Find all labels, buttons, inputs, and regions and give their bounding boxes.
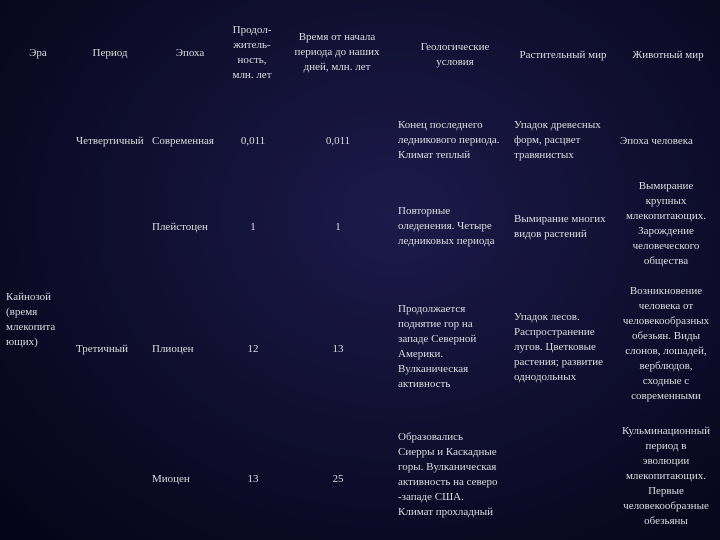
row-fauna: Возникновение человека от человекообразных обезьян. Виды слонов, лошадей, верблюдов, сходные с современными xyxy=(622,285,710,402)
row-duration: 0,011 xyxy=(240,135,266,147)
row-epoch: Миоцен xyxy=(152,473,190,485)
row-geology: Образовались Сиерры и Каскадные горы. Вулканическая активность на северо -западе США. Климат прохладный xyxy=(398,431,498,518)
row-flora: Упадок лесов. Распространение лугов. Цветковые растения; развитие однодольных xyxy=(514,311,603,383)
header-period: Период xyxy=(92,47,128,59)
header-fauna: Животный мир xyxy=(632,49,704,61)
header-era: Эра xyxy=(29,47,47,59)
row-geology: Конец последнего ледникового периода. Климат теплый xyxy=(398,119,500,161)
row-duration: 13 xyxy=(247,473,259,485)
row-epoch: Плейстоцен xyxy=(152,221,208,233)
era-cenozoic: Кайнозой (время млекопита ющих) xyxy=(6,291,56,348)
row-epoch: Плиоцен xyxy=(152,343,194,355)
row-time-since: 1 xyxy=(335,221,341,233)
header-time-since: Время от начала периода до наших дней, млн. лет xyxy=(294,31,380,73)
row-duration: 1 xyxy=(250,221,256,233)
row-fauna: Кульминационный период в эволюции млекопитающих. Первые человекообразные обезьяны xyxy=(622,425,710,527)
row-flora: Вымирание многих видов растений xyxy=(514,213,606,240)
row-duration: 12 xyxy=(247,343,259,355)
header-flora: Растительный мир xyxy=(519,49,607,61)
row-fauna: Вымирание крупных млекопитающих. Зарождение человеческого общества xyxy=(625,180,707,267)
header-duration: Продол- житель- ность, млн. лет xyxy=(232,24,272,81)
row-time-since: 0,011 xyxy=(325,135,351,147)
row-period: Третичный xyxy=(76,343,129,355)
row-period: Четвертичный xyxy=(76,135,144,147)
row-fauna: Эпоха человека xyxy=(620,135,693,147)
row-time-since: 25 xyxy=(332,473,344,485)
row-epoch: Современная xyxy=(152,135,214,147)
row-flora: Упадок древесных форм, расцвет травянистых xyxy=(514,119,601,161)
header-epoch: Эпоха xyxy=(175,47,205,59)
row-geology: Продолжается поднятие гор на западе Северной Америки. Вулканическая активность xyxy=(398,303,477,390)
row-time-since: 13 xyxy=(332,343,344,355)
row-geology: Повторные оледенения. Четыре ледниковых периода xyxy=(398,205,495,247)
header-geology: Геологические условия xyxy=(420,41,490,68)
